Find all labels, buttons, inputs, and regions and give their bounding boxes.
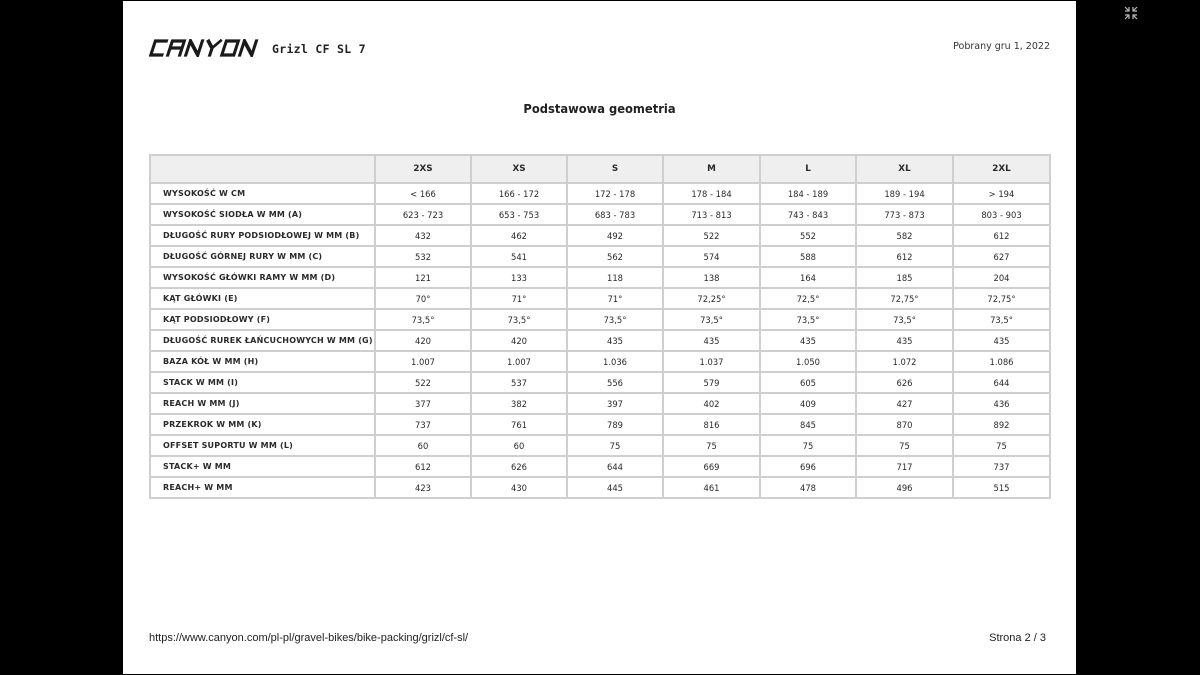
row-label: WYSOKOŚĆ GŁÓWKI RAMY W MM (D) xyxy=(150,267,375,288)
table-cell: 138 xyxy=(663,267,760,288)
table-cell: 382 xyxy=(471,393,567,414)
table-cell: 696 xyxy=(760,456,856,477)
table-row xyxy=(150,414,1050,435)
table-row xyxy=(150,372,1050,393)
row-label: PRZEKROK W MM (K) xyxy=(150,414,375,435)
table-cell: 522 xyxy=(375,372,471,393)
table-cell: 432 xyxy=(375,225,471,246)
table-cell: 462 xyxy=(471,225,567,246)
table-header-row xyxy=(150,155,1050,183)
page-header xyxy=(149,37,1050,61)
column-header: M xyxy=(663,155,760,183)
column-header: XL xyxy=(856,155,953,183)
table-cell: 118 xyxy=(567,267,663,288)
row-label: BAZA KÓŁ W MM (H) xyxy=(150,351,375,372)
table-cell: 626 xyxy=(471,456,567,477)
table-row xyxy=(150,435,1050,456)
table-cell: 72,75° xyxy=(856,288,953,309)
geometry-table xyxy=(149,154,1051,499)
table-cell: 72,75° xyxy=(953,288,1050,309)
table-cell: 184 - 189 xyxy=(760,183,856,204)
table-cell: > 194 xyxy=(953,183,1050,204)
header-corner-cell xyxy=(150,155,375,183)
table-cell: 626 xyxy=(856,372,953,393)
table-cell: 537 xyxy=(471,372,567,393)
table-cell: 816 xyxy=(663,414,760,435)
table-cell: 556 xyxy=(567,372,663,393)
table-cell: 185 xyxy=(856,267,953,288)
table-cell: 73,5° xyxy=(663,309,760,330)
table-cell: 75 xyxy=(856,435,953,456)
table-cell: 522 xyxy=(663,225,760,246)
table-row xyxy=(150,351,1050,372)
table-cell: 73,5° xyxy=(760,309,856,330)
table-cell: 72,25° xyxy=(663,288,760,309)
table-cell: < 166 xyxy=(375,183,471,204)
column-header: XS xyxy=(471,155,567,183)
row-label: OFFSET SUPORTU W MM (L) xyxy=(150,435,375,456)
table-cell: 60 xyxy=(375,435,471,456)
table-cell: 773 - 873 xyxy=(856,204,953,225)
row-label: WYSOKOŚĆ SIODŁA W MM (A) xyxy=(150,204,375,225)
table-cell: 761 xyxy=(471,414,567,435)
table-cell: 612 xyxy=(856,246,953,267)
row-label: DŁUGOŚĆ RUREK ŁAŃCUCHOWYCH W MM (G) xyxy=(150,330,375,351)
table-body xyxy=(150,183,1050,498)
page-number: Strona 2 / 3 xyxy=(989,632,1046,644)
table-cell: 73,5° xyxy=(856,309,953,330)
table-cell: 435 xyxy=(760,330,856,351)
table-cell: 541 xyxy=(471,246,567,267)
table-cell: 478 xyxy=(760,477,856,498)
table-row xyxy=(150,225,1050,246)
table-row xyxy=(150,204,1050,225)
row-label: REACH+ W MM xyxy=(150,477,375,498)
table-cell: 737 xyxy=(953,456,1050,477)
table-cell: 72,5° xyxy=(760,288,856,309)
table-cell: 612 xyxy=(953,225,1050,246)
table-cell: 423 xyxy=(375,477,471,498)
table-cell: 73,5° xyxy=(471,309,567,330)
table-cell: 73,5° xyxy=(567,309,663,330)
table-cell: 435 xyxy=(856,330,953,351)
table-cell: 717 xyxy=(856,456,953,477)
table-cell: 172 - 178 xyxy=(567,183,663,204)
table-cell: 189 - 194 xyxy=(856,183,953,204)
row-label: DŁUGOŚĆ GÓRNEJ RURY W MM (C) xyxy=(150,246,375,267)
table-row xyxy=(150,330,1050,351)
table-cell: 743 - 843 xyxy=(760,204,856,225)
row-label: WYSOKOŚĆ W CM xyxy=(150,183,375,204)
table-row xyxy=(150,288,1050,309)
table-row xyxy=(150,456,1050,477)
table-cell: 623 - 723 xyxy=(375,204,471,225)
table-cell: 164 xyxy=(760,267,856,288)
exit-fullscreen-icon[interactable] xyxy=(1124,6,1138,20)
table-cell: 71° xyxy=(567,288,663,309)
section-title: Podstawowa geometria xyxy=(523,101,676,116)
table-cell: 435 xyxy=(663,330,760,351)
table-row xyxy=(150,246,1050,267)
table-cell: 121 xyxy=(375,267,471,288)
table-cell: 1.037 xyxy=(663,351,760,372)
canyon-logo xyxy=(149,39,259,57)
table-cell: 562 xyxy=(567,246,663,267)
table-cell: 582 xyxy=(856,225,953,246)
table-cell: 73,5° xyxy=(953,309,1050,330)
table-cell: 73,5° xyxy=(375,309,471,330)
row-label: KĄT PODSIODŁOWY (F) xyxy=(150,309,375,330)
table-cell: 397 xyxy=(567,393,663,414)
table-row xyxy=(150,477,1050,498)
table-cell: 588 xyxy=(760,246,856,267)
table-cell: 70° xyxy=(375,288,471,309)
table-cell: 1.007 xyxy=(471,351,567,372)
table-cell: 496 xyxy=(856,477,953,498)
table-cell: 1.036 xyxy=(567,351,663,372)
table-cell: 60 xyxy=(471,435,567,456)
table-cell: 204 xyxy=(953,267,1050,288)
table-cell: 427 xyxy=(856,393,953,414)
table-cell: 166 - 172 xyxy=(471,183,567,204)
table-cell: 492 xyxy=(567,225,663,246)
table-cell: 75 xyxy=(663,435,760,456)
table-cell: 669 xyxy=(663,456,760,477)
table-cell: 532 xyxy=(375,246,471,267)
table-cell: 574 xyxy=(663,246,760,267)
table-cell: 627 xyxy=(953,246,1050,267)
table-cell: 644 xyxy=(567,456,663,477)
table-cell: 605 xyxy=(760,372,856,393)
table-cell: 892 xyxy=(953,414,1050,435)
table-cell: 435 xyxy=(567,330,663,351)
table-cell: 713 - 813 xyxy=(663,204,760,225)
table-cell: 133 xyxy=(471,267,567,288)
table-cell: 803 - 903 xyxy=(953,204,1050,225)
row-label: KĄT GŁÓWKI (E) xyxy=(150,288,375,309)
table-cell: 653 - 753 xyxy=(471,204,567,225)
table-cell: 737 xyxy=(375,414,471,435)
table-cell: 870 xyxy=(856,414,953,435)
table-cell: 1.086 xyxy=(953,351,1050,372)
table-cell: 420 xyxy=(471,330,567,351)
row-label: DŁUGOŚĆ RURY PODSIODŁOWEJ W MM (B) xyxy=(150,225,375,246)
table-row xyxy=(150,183,1050,204)
table-cell: 1.007 xyxy=(375,351,471,372)
table-cell: 430 xyxy=(471,477,567,498)
table-cell: 75 xyxy=(953,435,1050,456)
table-cell: 71° xyxy=(471,288,567,309)
table-cell: 178 - 184 xyxy=(663,183,760,204)
table-cell: 435 xyxy=(953,330,1050,351)
model-name: Grizl CF SL 7 xyxy=(272,42,366,56)
table-cell: 515 xyxy=(953,477,1050,498)
table-cell: 402 xyxy=(663,393,760,414)
row-label: REACH W MM (J) xyxy=(150,393,375,414)
table-cell: 644 xyxy=(953,372,1050,393)
table-row xyxy=(150,393,1050,414)
table-cell: 445 xyxy=(567,477,663,498)
table-row xyxy=(150,309,1050,330)
table-cell: 552 xyxy=(760,225,856,246)
column-header: L xyxy=(760,155,856,183)
table-cell: 845 xyxy=(760,414,856,435)
table-cell: 1.050 xyxy=(760,351,856,372)
pdf-page xyxy=(123,1,1076,674)
table-cell: 75 xyxy=(567,435,663,456)
table-row xyxy=(150,267,1050,288)
table-cell: 789 xyxy=(567,414,663,435)
table-cell: 579 xyxy=(663,372,760,393)
download-date: Pobrany gru 1, 2022 xyxy=(953,41,1050,52)
column-header: 2XS xyxy=(375,155,471,183)
source-url: https://www.canyon.com/pl-pl/gravel-bikes/bike-packing/grizl/cf-sl/ xyxy=(149,632,469,644)
row-label: STACK+ W MM xyxy=(150,456,375,477)
column-header: S xyxy=(567,155,663,183)
table-cell: 377 xyxy=(375,393,471,414)
column-header: 2XL xyxy=(953,155,1050,183)
table-cell: 461 xyxy=(663,477,760,498)
table-cell: 75 xyxy=(760,435,856,456)
row-label: STACK W MM (I) xyxy=(150,372,375,393)
table-cell: 612 xyxy=(375,456,471,477)
table-cell: 683 - 783 xyxy=(567,204,663,225)
table-cell: 409 xyxy=(760,393,856,414)
table-cell: 436 xyxy=(953,393,1050,414)
table-cell: 420 xyxy=(375,330,471,351)
table-cell: 1.072 xyxy=(856,351,953,372)
